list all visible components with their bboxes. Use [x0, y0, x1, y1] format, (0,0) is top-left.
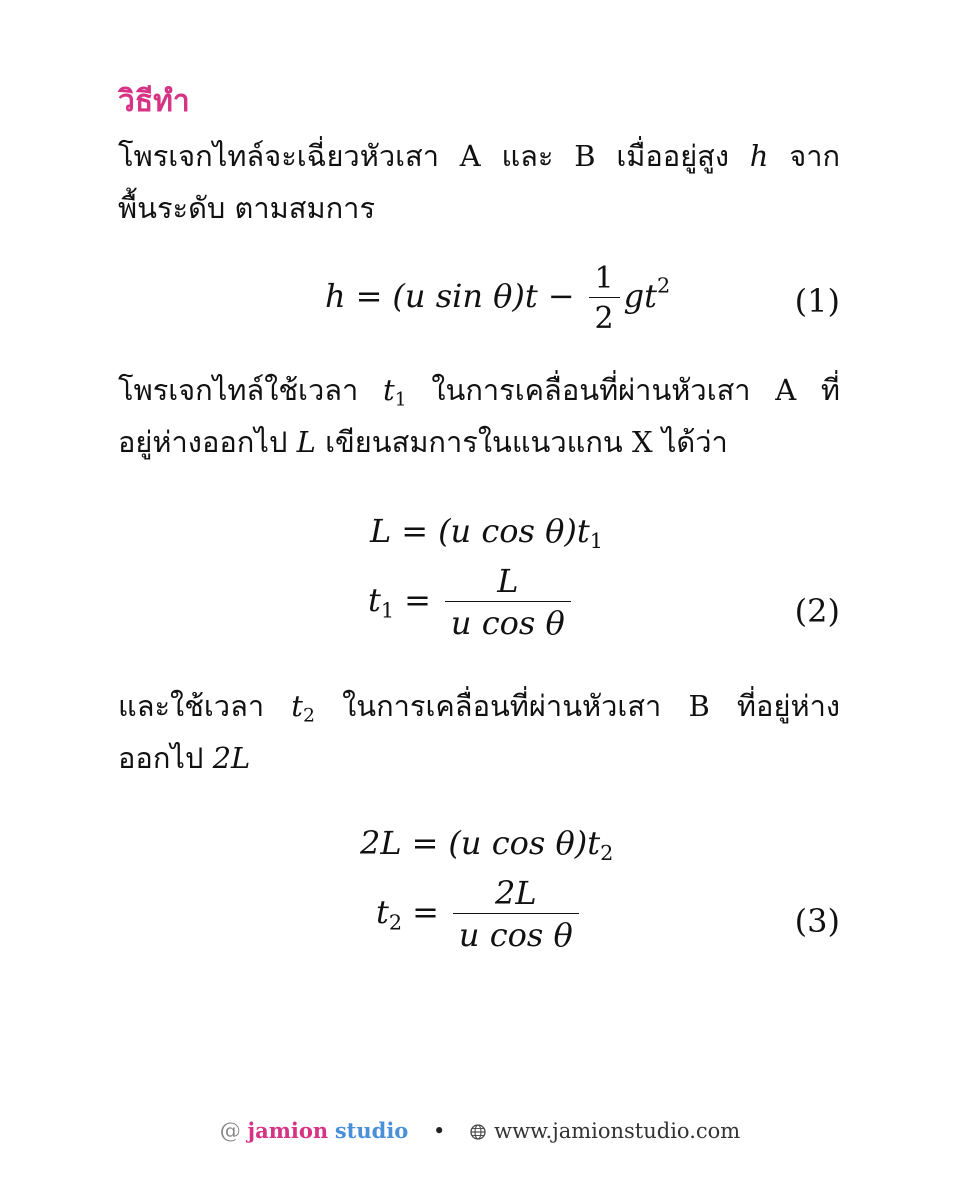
text-segment: ที่	[820, 373, 841, 407]
section-heading: วิธีทำ	[118, 84, 190, 119]
math-subscript: 1	[394, 389, 407, 411]
equation-3-number: (3)	[794, 902, 840, 940]
eq3-frac-denominator: u cos θ	[453, 913, 579, 953]
globe-icon	[470, 1121, 486, 1137]
at-symbol: @	[219, 1119, 241, 1143]
math-symbol: A	[775, 373, 797, 407]
eq2-frac-denominator: u cos θ	[445, 601, 571, 641]
text-segment: และ	[501, 139, 554, 173]
equation-1: h = (u sin θ)t − $\frac{1}{2}$ $gt^2$	[325, 261, 671, 336]
math-symbol: A	[459, 139, 481, 173]
eq1-exponent: 2	[656, 273, 671, 298]
math-symbol: B	[688, 689, 710, 723]
paragraph-2-line-1	[118, 364, 840, 416]
paragraph-3-line-1	[118, 680, 840, 732]
eq1-frac-denominator: 2	[589, 297, 620, 335]
eq2-subscript: 1	[589, 529, 603, 554]
text-segment: และใช้เวลา	[118, 689, 265, 723]
brand-name-part-1[interactable]: jamion	[247, 1118, 329, 1143]
text-segment: ในการเคลื่อนที่ผ่านหัวเสา	[431, 373, 751, 407]
equation-2-line-2: $t_1$ = $\frac{L}{\text{u cos θ}}$	[368, 564, 575, 641]
math-symbol: t	[383, 373, 395, 407]
eq3-frac-numerator: 2L	[495, 874, 537, 912]
eq3-rhs: (u cos θ)t	[448, 824, 601, 862]
eq3-fraction	[453, 876, 579, 953]
text-segment: ออกไป	[118, 741, 204, 775]
math-symbol: X	[631, 425, 653, 459]
text-segment: เขียนสมการในแนวแกน	[325, 425, 623, 459]
eq1-frac-numerator: 1	[594, 261, 614, 296]
eq2-lhs: L	[370, 512, 392, 550]
paragraph-3	[118, 680, 840, 784]
paragraph-1	[118, 130, 840, 234]
text-segment: ที่อยู่ห่าง	[736, 689, 841, 723]
eq2-frac-numerator: L	[497, 562, 519, 600]
math-subscript: 2	[302, 705, 315, 727]
separator-dot: •	[433, 1119, 446, 1143]
paragraph-1-line-1	[118, 130, 840, 182]
text-segment: โพรเจกไทล์จะเฉี่ยวหัวเสา	[118, 139, 440, 173]
equation-2-number: (2)	[794, 592, 840, 630]
eq2-lhs-2: t	[368, 581, 381, 620]
math-symbol: B	[574, 139, 596, 173]
text-segment: อยู่ห่างออกไป	[118, 425, 288, 459]
text-segment: ได้ว่า	[661, 425, 728, 459]
eq3-lhs-2: t	[376, 893, 389, 932]
math-symbol: t	[291, 689, 303, 723]
text-segment: เมื่ออยู่สูง	[616, 139, 730, 173]
math-symbol: h	[749, 139, 769, 173]
math-symbol: 2L	[212, 741, 251, 775]
eq1-term-2: gt	[623, 277, 657, 315]
paragraph-2	[118, 364, 840, 468]
eq3-lhs: 2L	[360, 824, 402, 862]
math-symbol: L	[296, 425, 316, 459]
text-segment: โพรเจกไทล์ใช้เวลา	[118, 373, 359, 407]
equation-1-number: (1)	[794, 282, 840, 320]
eq2-lhs-subscript: 1	[380, 598, 395, 623]
website-link[interactable]: www.jamionstudio.com	[494, 1119, 741, 1143]
paragraph-3-line-2	[118, 732, 840, 784]
eq1-term: (u sin θ)t	[392, 277, 538, 315]
paragraph-2-line-2	[118, 416, 840, 468]
eq3-lhs-subscript: 2	[388, 910, 403, 935]
equation-3-line-1: 2L = (u $\cos \theta)t_2$	[360, 824, 614, 866]
equation-3-line-2: $t_2$ = $\frac{2L}{\text{u cos θ}}$	[376, 876, 583, 953]
eq2-rhs: (u cos θ)t	[438, 512, 590, 550]
eq2-fraction	[445, 564, 571, 641]
footer	[0, 1118, 960, 1143]
eq1-lhs: h	[325, 277, 346, 315]
equation-2-line-1: L = (u $\cos \theta)t_1$	[370, 512, 603, 554]
eq1-fraction	[589, 262, 620, 335]
brand-name-part-2[interactable]: studio	[334, 1118, 409, 1143]
text-segment: จาก	[789, 139, 841, 173]
eq3-subscript: 2	[600, 841, 614, 866]
text-segment: ในการเคลื่อนที่ผ่านหัวเสา	[342, 689, 662, 723]
paragraph-1-line-2: พื้นระดับ ตามสมการ	[118, 191, 376, 225]
